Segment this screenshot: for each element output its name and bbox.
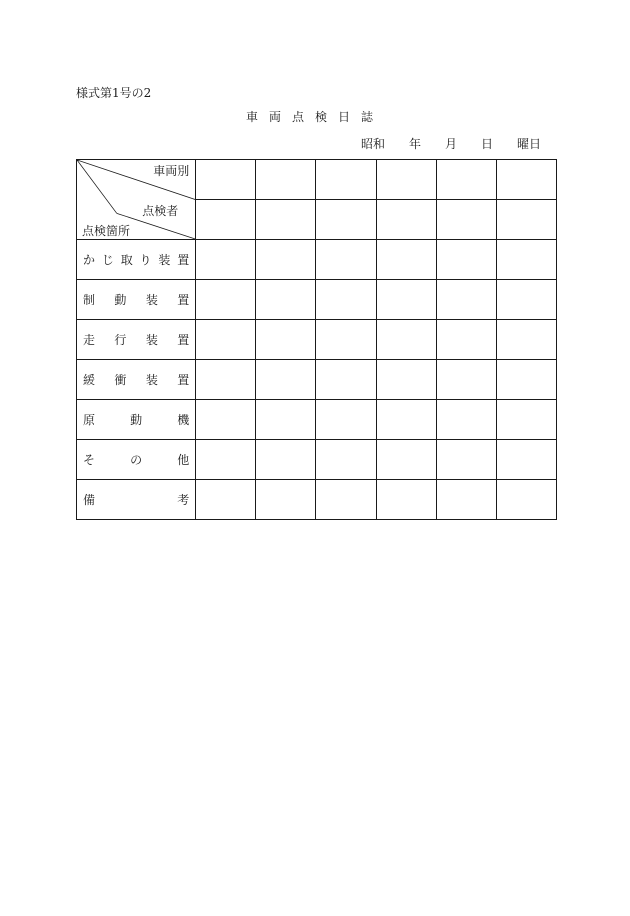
check-cell[interactable] [436, 400, 496, 440]
vehicle-header-label: 車両別 [153, 164, 190, 178]
inspection-place-header-label: 点検箇所 [82, 224, 131, 238]
check-cell[interactable] [316, 440, 376, 480]
inspection-item-char: 行 [114, 333, 127, 347]
inspection-item-label-text [77, 331, 195, 348]
inspection-item-label-text [77, 411, 195, 428]
inspection-item-char: か [83, 253, 96, 267]
inspection-item-row [77, 360, 557, 400]
check-cell[interactable] [196, 280, 256, 320]
check-cell[interactable] [496, 320, 556, 360]
date-day: 日 [481, 137, 494, 151]
inspection-item-char: 制 [83, 293, 96, 307]
inspection-item-char: じ [101, 253, 114, 267]
inspection-item-char: 装 [145, 333, 158, 347]
inspection-item-char: 装 [145, 293, 158, 307]
check-cell[interactable] [376, 280, 436, 320]
check-cell[interactable] [196, 440, 256, 480]
check-cell[interactable] [496, 240, 556, 280]
check-cell[interactable] [316, 360, 376, 400]
inspection-item-char: 置 [177, 333, 190, 347]
check-cell[interactable] [496, 280, 556, 320]
inspection-item-label [77, 440, 196, 480]
check-cell[interactable] [256, 440, 316, 480]
date-era: 昭和 [361, 137, 386, 151]
inspection-item-char: 取 [120, 253, 133, 267]
inspection-item-char: 考 [177, 493, 190, 507]
inspection-item-char: そ [83, 453, 96, 467]
check-cell[interactable] [436, 360, 496, 400]
diagonal-header-cell [77, 160, 196, 240]
date-year: 年 [409, 137, 422, 151]
form-number: 様式第1号の2 [76, 86, 152, 100]
check-cell[interactable] [316, 400, 376, 440]
inspection-item-label-text [77, 291, 195, 308]
check-cell[interactable] [436, 320, 496, 360]
inspection-item-char: 置 [177, 373, 190, 387]
inspection-item-row [77, 480, 557, 520]
vehicle-cell[interactable] [376, 160, 436, 200]
inspection-item-char: 動 [130, 413, 143, 427]
check-cell[interactable] [196, 320, 256, 360]
check-cell[interactable] [376, 240, 436, 280]
check-cell[interactable] [436, 240, 496, 280]
check-cell[interactable] [316, 480, 376, 520]
check-cell[interactable] [196, 400, 256, 440]
check-cell[interactable] [196, 240, 256, 280]
check-cell[interactable] [376, 480, 436, 520]
inspection-item-char: の [130, 453, 143, 467]
check-cell[interactable] [256, 360, 316, 400]
inspection-item-char: 置 [177, 293, 190, 307]
inspection-item-row [77, 240, 557, 280]
check-cell[interactable] [496, 360, 556, 400]
inspection-item-char: 機 [177, 413, 190, 427]
inspection-item-char: り [139, 253, 152, 267]
inspection-item-char: 衝 [114, 373, 127, 387]
header-row-1 [77, 160, 557, 200]
check-cell[interactable] [256, 280, 316, 320]
inspector-header-label: 点検者 [142, 204, 179, 218]
inspector-cell[interactable] [256, 200, 316, 240]
inspection-item-label [77, 320, 196, 360]
document-title: 車両点検日誌 [246, 110, 385, 124]
inspection-item-label [77, 280, 196, 320]
inspection-item-char: 装 [158, 253, 171, 267]
check-cell[interactable] [316, 240, 376, 280]
inspection-item-row [77, 440, 557, 480]
inspection-item-label [77, 400, 196, 440]
inspection-item-row [77, 320, 557, 360]
check-cell[interactable] [256, 400, 316, 440]
inspection-item-label-text [77, 251, 195, 268]
inspection-item-char: 原 [83, 413, 96, 427]
inspection-item-label [77, 240, 196, 280]
vehicle-cell[interactable] [316, 160, 376, 200]
date-weekday: 曜日 [517, 137, 542, 151]
inspection-item-label-text [77, 371, 195, 388]
inspection-item-label-text [77, 491, 195, 508]
inspection-item-char: 緩 [83, 373, 96, 387]
inspector-cell[interactable] [436, 200, 496, 240]
check-cell[interactable] [316, 280, 376, 320]
check-cell[interactable] [436, 440, 496, 480]
vehicle-cell[interactable] [256, 160, 316, 200]
check-cell[interactable] [436, 480, 496, 520]
inspection-table [76, 159, 557, 520]
check-cell[interactable] [376, 320, 436, 360]
vehicle-cell[interactable] [496, 160, 556, 200]
date-month: 月 [445, 137, 458, 151]
check-cell[interactable] [496, 440, 556, 480]
check-cell[interactable] [256, 240, 316, 280]
inspection-item-label [77, 360, 196, 400]
check-cell[interactable] [496, 400, 556, 440]
check-cell[interactable] [196, 360, 256, 400]
inspection-item-char: 備 [83, 493, 96, 507]
check-cell[interactable] [496, 480, 556, 520]
check-cell[interactable] [316, 320, 376, 360]
check-cell[interactable] [256, 480, 316, 520]
vehicle-cell[interactable] [436, 160, 496, 200]
inspection-item-label-text [77, 451, 195, 468]
inspection-item-char: 他 [177, 453, 190, 467]
inspection-item-char: 装 [145, 373, 158, 387]
check-cell[interactable] [256, 320, 316, 360]
check-cell[interactable] [376, 440, 436, 480]
check-cell[interactable] [376, 360, 436, 400]
inspector-cell[interactable] [376, 200, 436, 240]
inspection-item-row [77, 280, 557, 320]
inspection-item-char: 置 [177, 253, 190, 267]
check-cell[interactable] [436, 280, 496, 320]
inspection-item-label [77, 480, 196, 520]
inspection-item-char: 動 [114, 293, 127, 307]
inspector-cell[interactable] [496, 200, 556, 240]
inspection-item-char: 走 [83, 333, 96, 347]
check-cell[interactable] [196, 480, 256, 520]
inspection-item-row [77, 400, 557, 440]
inspector-cell[interactable] [196, 200, 256, 240]
vehicle-cell[interactable] [196, 160, 256, 200]
check-cell[interactable] [376, 400, 436, 440]
inspector-cell[interactable] [316, 200, 376, 240]
